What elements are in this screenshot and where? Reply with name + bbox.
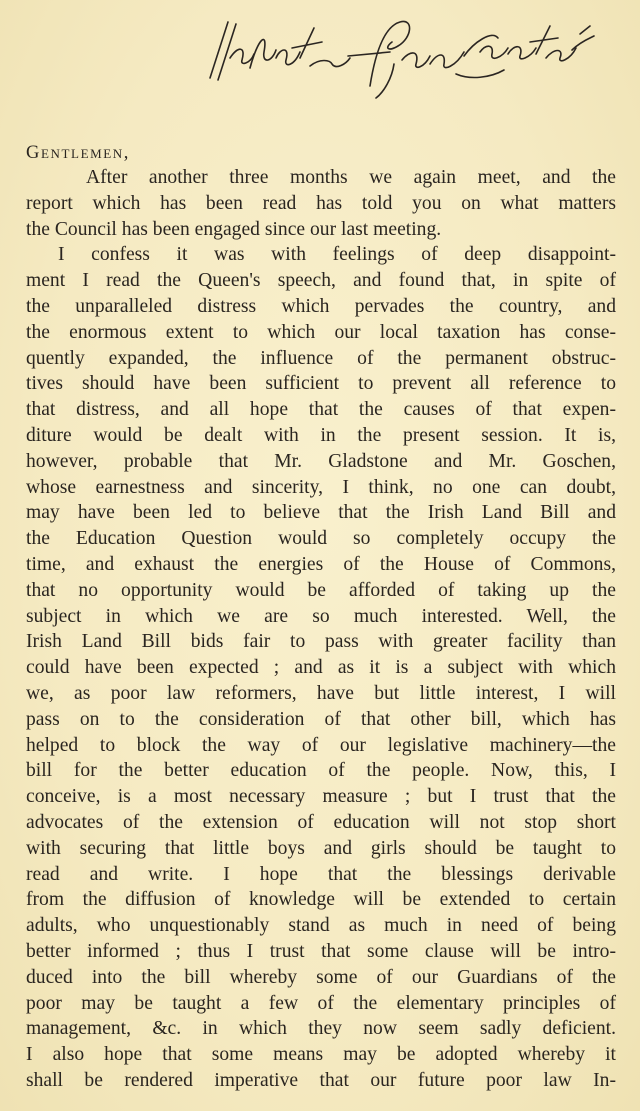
body-text: [26, 165, 616, 1094]
salutation: Gentlemen,: [26, 143, 131, 163]
text-line: helped to block the way of our legislative machinery—the: [26, 734, 616, 756]
text-line: management, &c. in which they now seem sadly deficient.: [26, 1018, 616, 1040]
text-line: read and write. I hope that the blessings derivable: [26, 863, 616, 885]
text-line: bill for the better education of the people. Now, this, I: [26, 760, 616, 782]
text-line: duced into the bill whereby some of our Guardians of the: [26, 966, 616, 988]
text-line: After another three months we again meet, and the: [86, 167, 616, 188]
text-line: diture would be dealt with in the present session. It is,: [26, 424, 616, 446]
text-line: adults, who unquestionably stand as much in need of being: [26, 915, 616, 937]
text-line: however, probable that Mr. Gladstone and Mr. Goschen,: [26, 450, 616, 472]
text-line: better informed ; thus I trust that some clause will be intro-: [26, 940, 616, 962]
text-line: report which has been read has told you on what matters: [26, 192, 616, 214]
text-line: could have been expected ; and as it is a subject with which: [26, 657, 616, 679]
text-line: the unparalleled distress which pervades the country, and: [26, 295, 616, 317]
text-line: pass on to the consideration of that other bill, which has: [26, 708, 616, 730]
text-line: poor may be taught a few of the elementary principles of: [26, 992, 616, 1014]
text-line: from the diffusion of knowledge will be extended to certain: [26, 889, 616, 911]
text-line: ment I read the Queen's speech, and found that, in spite of: [26, 270, 616, 292]
text-line: whose earnestness and sincerity, I think, no one can doubt,: [26, 476, 616, 498]
text-line: we, as poor law reformers, have but little interest, I will: [26, 682, 616, 704]
text-line: with securing that little boys and girls should be taught to: [26, 837, 616, 859]
handwritten-signature: [180, 8, 600, 104]
text-line: may have been led to believe that the Irish Land Bill and: [26, 502, 616, 524]
text-line: tives should have been sufficient to prevent all reference to: [26, 373, 616, 395]
text-line: I confess it was with feelings of deep disappoint-: [58, 244, 616, 266]
text-line: advocates of the extension of education will not stop short: [26, 811, 616, 833]
text-line: the enormous extent to which our local taxation has conse-: [26, 321, 616, 343]
text-line: shall be rendered imperative that our future poor law In-: [26, 1069, 616, 1091]
text-line: subject in which we are so much interested. Well, the: [26, 605, 616, 627]
text-line: the Education Question would so completely occupy the: [26, 528, 616, 550]
text-line: Irish Land Bill bids fair to pass with greater facility than: [26, 631, 616, 653]
text-line: the Council has been engaged since our last meeting.: [26, 218, 442, 240]
text-line: conceive, is a most necessary measure ; but I trust that the: [26, 786, 616, 808]
text-line: time, and exhaust the energies of the House of Commons,: [26, 553, 616, 575]
text-line: that distress, and all hope that the causes of that expen-: [26, 399, 616, 421]
text-line: I also hope that some means may be adopted whereby it: [26, 1044, 616, 1066]
text-line: that no opportunity would be afforded of taking up the: [26, 579, 616, 601]
text-line: quently expanded, the influence of the permanent obstruc-: [26, 347, 616, 369]
